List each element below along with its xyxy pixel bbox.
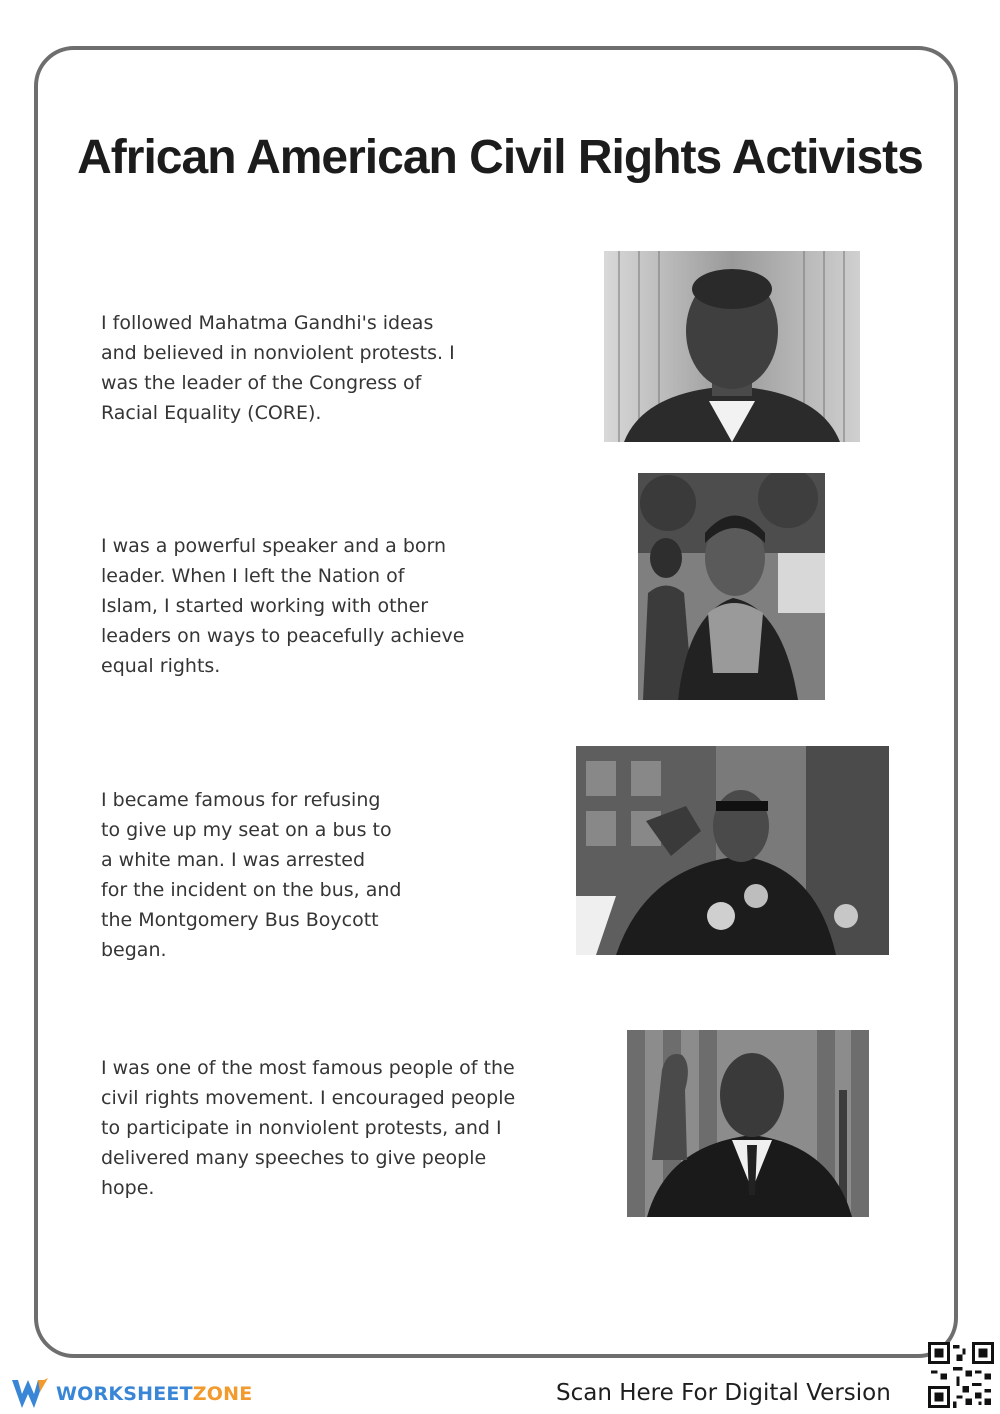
page-title: African American Civil Rights Activists <box>77 131 923 184</box>
brand-name <box>56 1383 252 1405</box>
portrait-photo-1 <box>604 251 860 442</box>
description-2: I was a powerful speaker and a born leader. When I left the Nation of Islam, I started working with other leaders on ways to peacefully achieve equal rights. <box>101 535 465 677</box>
description-4: I was one of the most famous people of the civil rights movement. I encouraged people to participate in nonviolent protests, and I delivered many speeches to give people hope. <box>101 1057 516 1199</box>
description-3: I became famous for refusing to give up my seat on a bus to a white man. I was arrested for the incident on the bus, and the Montgomery Bus Boycott began. <box>101 789 402 961</box>
worksheetzone-logo <box>10 1374 252 1414</box>
description-1: I followed Mahatma Gandhi's ideas and believed in nonviolent protests. I was the leader of the Congress of Racial Equality (CORE). <box>101 312 455 424</box>
portrait-photo-2 <box>638 473 825 700</box>
brand-name-part1: WORKSHEET <box>56 1383 193 1405</box>
qr-code-icon[interactable] <box>928 1342 994 1408</box>
portrait-photo-4 <box>627 1030 869 1217</box>
worksheetzone-logo-icon <box>10 1376 50 1412</box>
brand-name-part2: ZONE <box>192 1383 253 1405</box>
portrait-photo-3 <box>576 746 889 955</box>
scan-instruction: Scan Here For Digital Version <box>556 1380 891 1406</box>
